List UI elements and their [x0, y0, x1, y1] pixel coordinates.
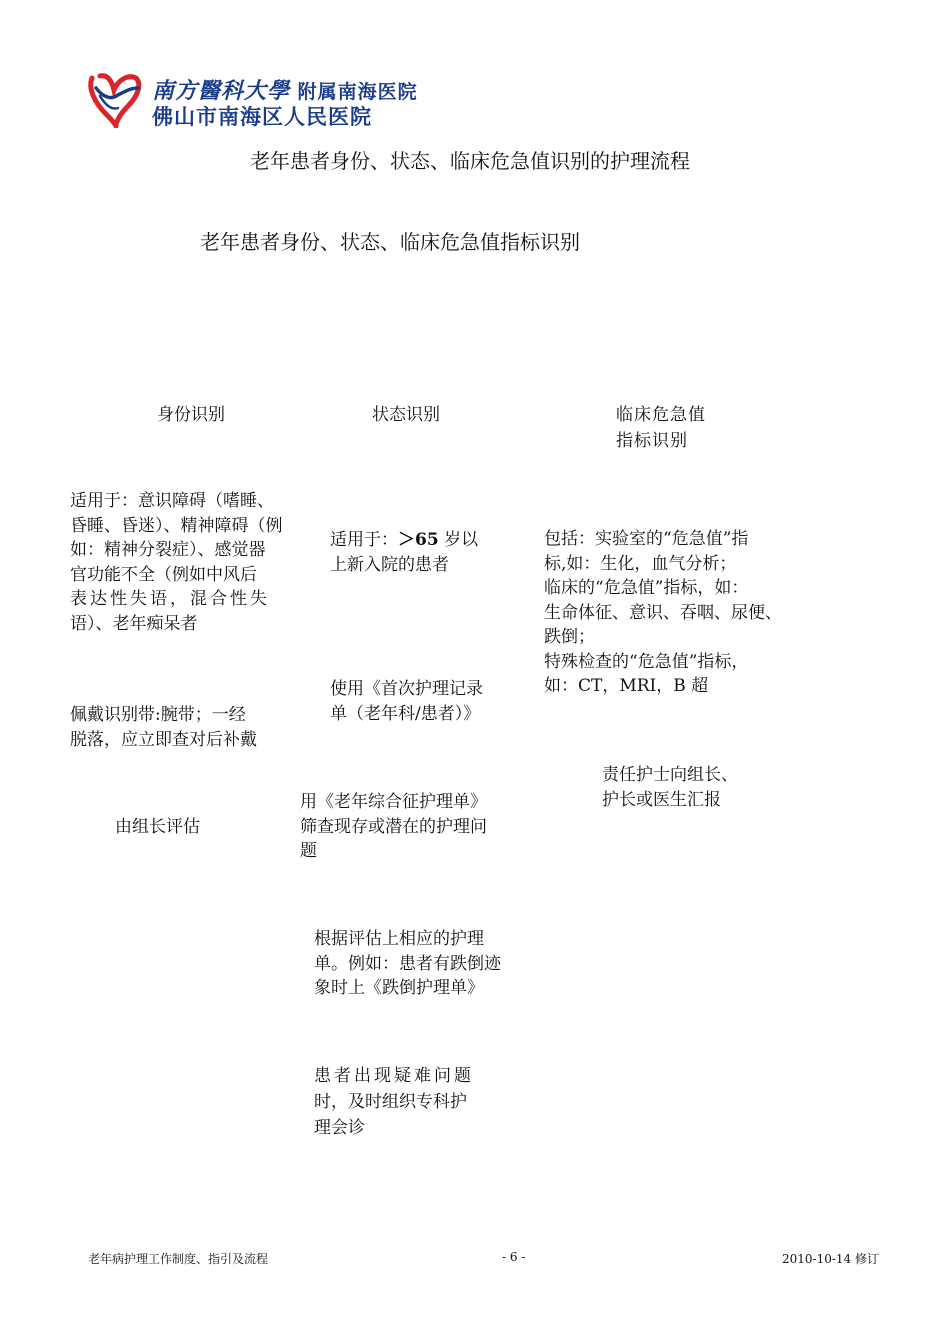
text-line: 官功能不全（例如中风后: [70, 564, 257, 585]
text-line: 如：精神分裂症）、感觉器: [70, 540, 266, 560]
text-line: 昏睡、昏迷）、精神障碍（例: [70, 515, 283, 536]
text-line: 标,如：生化，血气分析；: [544, 553, 737, 574]
university-calligraphy: 南方醫科大學: [152, 78, 291, 104]
column-heading-critical-line2: 指标识别: [616, 431, 688, 451]
text-line: 佩戴识别带:腕带；一经: [70, 705, 246, 725]
status-record: [330, 677, 520, 726]
text-line: 适用于：意识障碍（嗜睡、: [70, 491, 274, 511]
footer-doc-name: 老年病护理工作制度、指引及流程: [88, 1252, 269, 1266]
text-line: 表达性失语，混合性失: [70, 589, 270, 609]
column-heading-status: 状态识别: [372, 405, 440, 425]
identity-assess: 由组长评估: [115, 817, 200, 837]
hospital-logo: [86, 66, 146, 128]
text-line: 包括：实验室的“危急值”指: [544, 529, 749, 549]
text-line: 责任护士向组长、: [602, 765, 738, 785]
text-line: 特殊检查的“危急值”指标，: [544, 651, 749, 672]
text-line: 单（老年科/患者）》: [330, 703, 481, 724]
text-line: 患者出现疑难问题: [314, 1066, 474, 1086]
text-line: 脱落，应立即查对后补戴: [70, 729, 257, 750]
applies-prefix: 适用于：: [330, 530, 398, 550]
footer-page-number: - 6 -: [502, 1250, 526, 1264]
status-plan: [314, 927, 544, 1001]
column-heading-identity: 身份识别: [157, 405, 225, 425]
critical-report: [602, 763, 802, 812]
text-line: [330, 528, 520, 553]
hospital-name: 佛山市南海区人民医院: [152, 105, 372, 129]
identity-wristband: [70, 703, 295, 752]
document-title: 老年患者身份、状态、临床危急值识别的护理流程: [250, 149, 690, 173]
footer-revision-date: 2010-10-14 修订: [782, 1252, 880, 1266]
text-line: 护长或医生汇报: [602, 789, 721, 810]
text-line: 跌倒；: [544, 627, 595, 647]
text-line: 用《老年综合征护理单》: [300, 792, 487, 812]
status-screen: [300, 790, 530, 864]
text-line: 单。例如：患者有跌倒迹: [314, 953, 501, 974]
text-line: 生命体征、意识、吞咽、尿便、: [544, 602, 782, 623]
text-line: 如：CT，MRI，B 超: [544, 676, 709, 696]
text-line: 临床的“危急值”指标，如：: [544, 578, 749, 598]
document-subtitle: 老年患者身份、状态、临床危急值指标识别: [200, 230, 580, 254]
text-line: 上新入院的患者: [330, 554, 449, 575]
text-line: 语）、老年痴呆者: [70, 613, 198, 634]
affiliated-hospital-name: 附属南海医院: [297, 81, 418, 103]
text-line: 题: [300, 841, 317, 861]
applies-suffix: 岁以: [438, 530, 479, 550]
status-applies-to: [330, 528, 520, 577]
critical-includes: [544, 527, 814, 699]
column-heading-critical: [616, 402, 706, 454]
text-line: 使用《首次护理记录: [330, 679, 483, 699]
text-line: 筛查现存或潜在的护理问: [300, 816, 487, 837]
applies-age: ＞65: [398, 530, 439, 550]
text-line: 理会诊: [314, 1118, 365, 1138]
status-consult: [314, 1063, 514, 1141]
text-line: 象时上《跌倒护理单》: [314, 978, 484, 998]
identity-applies-to: [70, 489, 295, 636]
text-line: 时，及时组织专科护: [314, 1092, 467, 1112]
text-line: 根据评估上相应的护理: [314, 929, 484, 949]
column-heading-critical-line1: 临床危急值: [616, 405, 706, 425]
